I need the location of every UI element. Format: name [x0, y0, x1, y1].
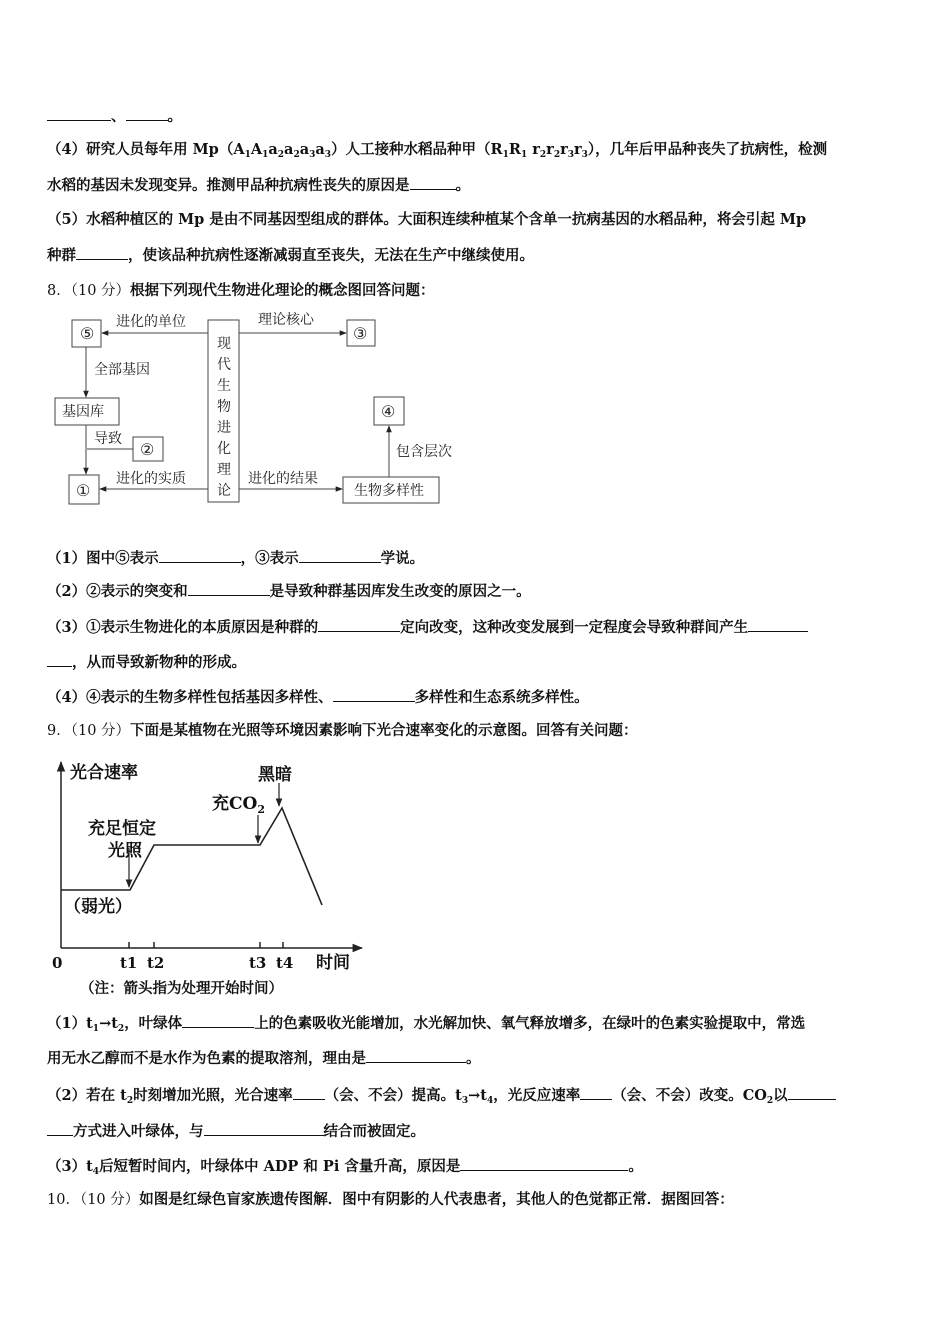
q8-part1: （1）图中⑤表示 ，③表示 学说。 — [47, 550, 425, 567]
q9-part3: $(3)t_4$后短暂时间内，叶绿体中 ADP 和 Pi 含量升高，原因是 。 — [47, 1158, 643, 1177]
q7-part5-line1: （5）水稻种植区的 Mp 是由不同基因型组成的群体。大面积连续种植某个含单一抗病基因的水稻品种，将会引起 Mp — [47, 211, 807, 228]
co2-label: 充$CO_2$ — [212, 794, 265, 816]
center-vertical-text — [217, 336, 231, 499]
label-biodiversity: 生物多样性 — [354, 483, 424, 499]
q10-stem: 10．（10 分）如图是红绿色盲家族遗传图解．图中有阴影的人代表患者，其他人的色觉都正常．据图回答： — [47, 1191, 734, 1208]
answer-blank[interactable] — [293, 1085, 325, 1100]
answer-blank[interactable] — [788, 1085, 836, 1100]
label-gene-pool: 基因库 — [62, 404, 104, 420]
q8-part2: （2）②表示的突变和 是导致种群基因库发生改变的原因之一。 — [47, 583, 531, 600]
q9-part2-line2: 方式进入叶绿体，与 结合而被固定。 — [47, 1121, 425, 1142]
label-core: 理论核心 — [258, 312, 314, 328]
svg-text:生: 生 — [217, 378, 231, 394]
tick-t3: t3 — [249, 954, 267, 972]
chart-note: （注：箭头指为处理开始时间） — [80, 980, 283, 997]
label-all-genes: 全部基因 — [94, 362, 150, 378]
answer-blank[interactable] — [318, 617, 400, 632]
dark-label: 黑暗 — [258, 765, 292, 785]
label-result: 进化的结果 — [248, 471, 318, 487]
answer-blank[interactable] — [460, 1156, 628, 1171]
label-unit: 进化的单位 — [116, 314, 186, 330]
q8-part3-line2: ，从而导致新物种的形成。 — [47, 652, 246, 673]
q9-part2-line1: （2）若在 $t_2$时刻增加光照，光合速率 （会、不会）提高。$t_3\to t_4$，光反应速率 （会、不会）改变。$CO_2$以 — [47, 1085, 836, 1106]
photosynthesis-chart — [52, 762, 362, 997]
answer-blank[interactable] — [366, 1048, 466, 1063]
svg-text:化: 化 — [217, 441, 231, 457]
full-light-label-1: 充足恒定 — [88, 819, 156, 839]
q7-part5-line2: 种群 ，使该品种抗病性逐渐减弱直至丧失，无法在生产中继续使用。 — [47, 247, 534, 264]
svg-text:物: 物 — [217, 399, 231, 415]
q7-part4-line2: 水稻的基因未发现变异。推测甲品种抗病性丧失的原因是 。 — [47, 177, 470, 194]
node-3-label: ③ — [353, 324, 368, 343]
svg-text:论: 论 — [217, 483, 231, 499]
y-axis-label: 光合速率 — [70, 763, 138, 783]
label-levels: 包含层次 — [396, 444, 452, 460]
node-1-label: ① — [76, 481, 91, 500]
node-5-label: ⑤ — [80, 324, 95, 343]
svg-text:理: 理 — [217, 462, 231, 478]
x-axis-label: 时间 — [316, 953, 350, 973]
weak-light-label: （弱光） — [64, 897, 132, 917]
answer-blank[interactable] — [204, 1121, 324, 1136]
tick-t2: t2 — [147, 954, 165, 972]
answer-blank[interactable] — [333, 687, 415, 702]
previous-answer-line: 、 。 — [47, 106, 182, 127]
q9-stem: 9．（10 分）下面是某植物在光照等环境因素影响下光合速率变化的示意图。回答有关问题： — [47, 722, 638, 739]
full-light-label-2: 光照 — [108, 841, 142, 861]
q9-part1-line1: $(1)t_1\to t_2$，叶绿体 上的色素吸收光能增加，水光解加快、氧气释放增多，在绿叶的色素实验提取中，常选 — [47, 1015, 806, 1034]
answer-blank[interactable] — [47, 1121, 73, 1136]
answer-blank[interactable] — [580, 1085, 612, 1100]
answer-blank[interactable] — [182, 1013, 254, 1028]
label-essence: 进化的实质 — [116, 471, 186, 487]
svg-text:进: 进 — [217, 420, 231, 436]
q8-part4: （4）④表示的生物多样性包括基因多样性、 多样性和生态系统多样性。 — [47, 689, 589, 706]
q8-part3-line1: （3）①表示生物进化的本质原因是种群的 定向改变，这种改变发展到一定程度会导致种群间产生 — [47, 617, 808, 638]
q8-stem: 8．（10 分）根据下列现代生物进化理论的概念图回答问题： — [47, 282, 435, 299]
q9-part1-line2: 用无水乙醇而不是水作为色素的提取溶剂，理由是 。 — [47, 1050, 481, 1067]
answer-blank[interactable] — [748, 617, 808, 632]
answer-blank[interactable] — [188, 581, 270, 596]
answer-blank[interactable] — [47, 652, 72, 667]
node-2-label: ② — [140, 440, 155, 459]
node-4-label: ④ — [381, 402, 396, 421]
tick-t1: t1 — [120, 954, 138, 972]
answer-blank[interactable] — [159, 548, 241, 563]
answer-blank[interactable] — [299, 548, 381, 563]
origin-label: 0 — [52, 954, 63, 972]
q7-part4-line1: （4）研究人员每年用 $Mp(A_1A_1a_2a_2a_3a_3)$人工接种水稻品种甲（$R_1R_1$ $r_2r_2r_3r_3$），几年后甲品种丧失了抗病性，检测 — [47, 141, 828, 160]
svg-text:代: 代 — [217, 357, 231, 373]
label-causes: 导致 — [94, 431, 122, 447]
tick-t4: t4 — [276, 954, 294, 972]
svg-text:现: 现 — [217, 336, 231, 352]
